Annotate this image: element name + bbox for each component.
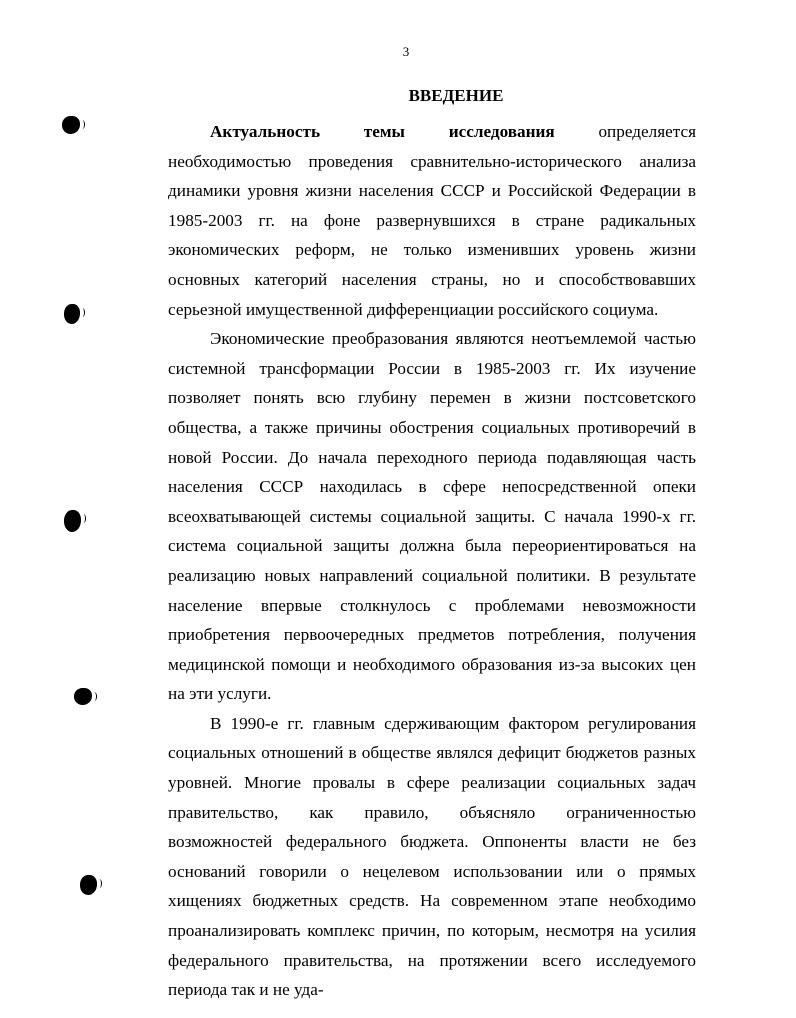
binding-hole-icon	[74, 688, 92, 705]
body-text	[168, 117, 696, 1005]
page-number: 3	[402, 44, 410, 59]
binding-hole-icon	[64, 510, 81, 532]
paragraph-relevance	[168, 117, 696, 324]
binding-hole-icon	[62, 116, 80, 134]
paragraph-economic-transformations: Экономические преобразования являются неотъемлемой частью системной трансформации России в 1985-2003 гг. Их изучение позволяет понять всю глубину перемен в жизни постсоветского общества, а также причины обострения социальных противоречий в новой России. До начала переходного периода подавляющая часть населения СССР находилась в сфере непосредственной опеки всеохватывающей системы социальной защиты. С начала 1990-х гг. система социальной защиты должна была переориентироваться на реализацию новых направлений социальной политики. В результате население впервые столкнулось с проблемами невозможности приобретения первоочередных предметов потребления, получения медицинской помощи и необходимого образования из-за высоких цен на эти услуги.	[168, 329, 696, 704]
binding-hole-icon	[80, 875, 97, 895]
paragraph-budget-deficit: В 1990-е гг. главным сдерживающим фактором регулирования социальных отношений в обществе являлся дефицит бюджетов разных уровней. Многие провалы в сфере реализации социальных задач правительство, как правило, объясняло ограниченностью возможностей федерального бюджета. Оппоненты власти не без оснований говорили о нецелевом использовании или о прямых хищениях бюджетных средств. На современном этапе необходимо проанализировать комплекс причин, по которым, несмотря на усилия федерального правительства, на протяжении всего исследуемого периода так и не уда-	[168, 713, 696, 1000]
relevance-lead: Актуальность темы исследования	[210, 122, 555, 141]
page-heading: ВВЕДЕНИЕ	[408, 86, 504, 105]
relevance-text: определяется необходимостью проведения сравнительно-исторического анализа динамики уровня жизни населения СССР и Российской Федерации в 1985-2003 гг. на фоне развернувшихся в стране радикальных экономических реформ, не только изменивших уровень жизни основных категорий населения страны, но и способствовавших серьезной имущественной дифференциации российского социума.	[168, 122, 696, 319]
binding-hole-icon	[64, 304, 80, 324]
